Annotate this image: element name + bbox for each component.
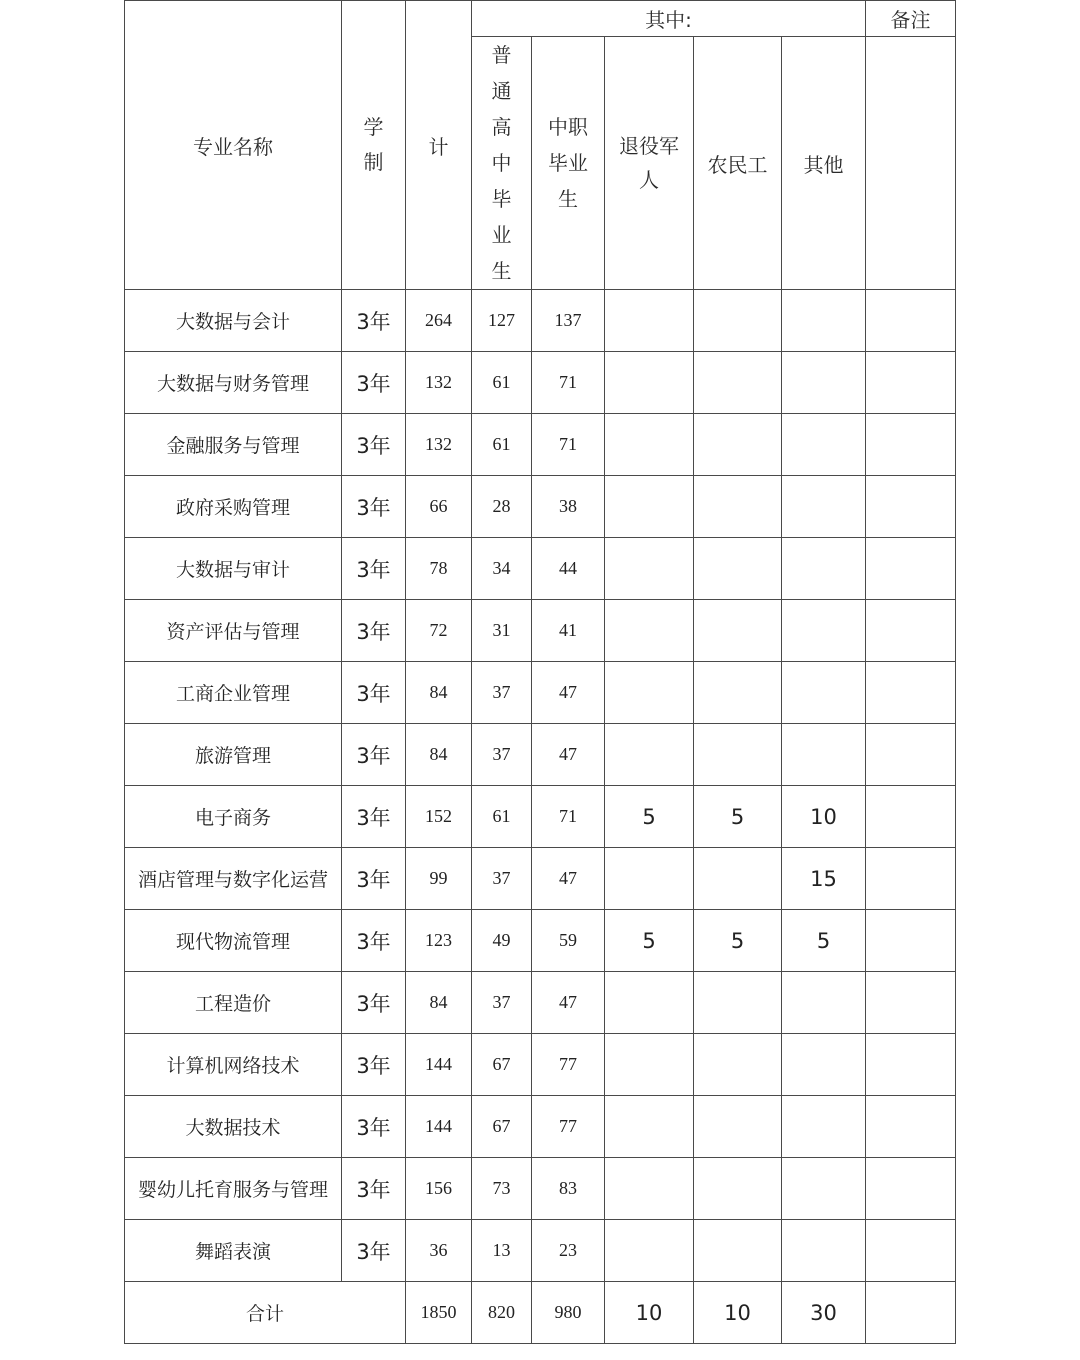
- vocational-cell: 77: [532, 1034, 605, 1096]
- total-cell: 264: [406, 290, 472, 352]
- total-cell: 84: [406, 972, 472, 1034]
- vocational-cell: 71: [532, 414, 605, 476]
- header-remarks-blank: [866, 37, 956, 290]
- high-school-cell: 61: [472, 414, 532, 476]
- grand-total-cell: 1850: [406, 1282, 472, 1344]
- total-cell: 66: [406, 476, 472, 538]
- total-migrant-workers-cell: 10: [694, 1282, 782, 1344]
- table-row: [125, 1034, 956, 1096]
- high-school-cell: 49: [472, 910, 532, 972]
- table-row: [125, 910, 956, 972]
- duration-cell: 3年: [342, 1158, 406, 1220]
- vocational-cell: 23: [532, 1220, 605, 1282]
- remarks-cell: [866, 662, 956, 724]
- vocational-cell: 38: [532, 476, 605, 538]
- others-cell: 5: [782, 910, 866, 972]
- table-row: [125, 662, 956, 724]
- duration-cell: 3年: [342, 600, 406, 662]
- remarks-cell: [866, 476, 956, 538]
- veterans-cell: [605, 972, 694, 1034]
- others-cell: [782, 662, 866, 724]
- others-cell: [782, 1220, 866, 1282]
- migrant-workers-cell: [694, 414, 782, 476]
- duration-cell: 3年: [342, 972, 406, 1034]
- remarks-cell: [866, 1034, 956, 1096]
- veterans-cell: [605, 476, 694, 538]
- major-name-cell: 婴幼儿托育服务与管理: [125, 1158, 342, 1220]
- duration-cell: 3年: [342, 1034, 406, 1096]
- table-row: [125, 848, 956, 910]
- total-cell: 132: [406, 414, 472, 476]
- table-row: [125, 724, 956, 786]
- total-cell: 156: [406, 1158, 472, 1220]
- table-row: [125, 538, 956, 600]
- vocational-cell: 71: [532, 786, 605, 848]
- veterans-cell: [605, 724, 694, 786]
- high-school-cell: 67: [472, 1096, 532, 1158]
- high-school-cell: 37: [472, 662, 532, 724]
- veterans-cell: [605, 414, 694, 476]
- header-of-which: 其中:: [472, 1, 866, 37]
- total-high-school-cell: 820: [472, 1282, 532, 1344]
- enrollment-plan-table: [124, 0, 956, 1344]
- migrant-workers-cell: [694, 538, 782, 600]
- remarks-cell: [866, 724, 956, 786]
- header-high-school-graduates: 普通高中毕业生: [472, 37, 532, 290]
- header-major-name: 专业名称: [125, 1, 342, 290]
- total-row: [125, 1282, 956, 1344]
- high-school-cell: 37: [472, 724, 532, 786]
- others-cell: 10: [782, 786, 866, 848]
- major-name-cell: 现代物流管理: [125, 910, 342, 972]
- header-duration: 学制: [342, 1, 406, 290]
- vocational-cell: 47: [532, 662, 605, 724]
- duration-cell: 3年: [342, 290, 406, 352]
- migrant-workers-cell: [694, 476, 782, 538]
- major-name-cell: 大数据与会计: [125, 290, 342, 352]
- others-cell: [782, 724, 866, 786]
- total-vocational-cell: 980: [532, 1282, 605, 1344]
- others-cell: [782, 972, 866, 1034]
- remarks-cell: [866, 848, 956, 910]
- others-cell: [782, 414, 866, 476]
- total-cell: 123: [406, 910, 472, 972]
- high-school-cell: 127: [472, 290, 532, 352]
- remarks-cell: [866, 1220, 956, 1282]
- migrant-workers-cell: [694, 290, 782, 352]
- veterans-cell: [605, 600, 694, 662]
- others-cell: [782, 1158, 866, 1220]
- veterans-cell: [605, 848, 694, 910]
- duration-cell: 3年: [342, 352, 406, 414]
- duration-cell: 3年: [342, 538, 406, 600]
- major-name-cell: 酒店管理与数字化运营: [125, 848, 342, 910]
- veterans-cell: [605, 1158, 694, 1220]
- veterans-cell: 5: [605, 786, 694, 848]
- vocational-cell: 71: [532, 352, 605, 414]
- header-others: 其他: [782, 37, 866, 290]
- major-name-cell: 舞蹈表演: [125, 1220, 342, 1282]
- total-cell: 84: [406, 662, 472, 724]
- total-others-cell: 30: [782, 1282, 866, 1344]
- vocational-cell: 47: [532, 972, 605, 1034]
- migrant-workers-cell: [694, 848, 782, 910]
- remarks-cell: [866, 910, 956, 972]
- high-school-cell: 37: [472, 972, 532, 1034]
- remarks-cell: [866, 290, 956, 352]
- migrant-workers-cell: [694, 662, 782, 724]
- remarks-cell: [866, 972, 956, 1034]
- migrant-workers-cell: [694, 1220, 782, 1282]
- migrant-workers-cell: [694, 724, 782, 786]
- migrant-workers-cell: [694, 1034, 782, 1096]
- total-remarks-cell: [866, 1282, 956, 1344]
- header-veterans: 退役军人: [605, 37, 694, 290]
- veterans-cell: [605, 662, 694, 724]
- table-row: [125, 786, 956, 848]
- table-row: [125, 600, 956, 662]
- high-school-cell: 37: [472, 848, 532, 910]
- duration-cell: 3年: [342, 786, 406, 848]
- veterans-cell: 5: [605, 910, 694, 972]
- total-cell: 72: [406, 600, 472, 662]
- high-school-cell: 13: [472, 1220, 532, 1282]
- total-cell: 36: [406, 1220, 472, 1282]
- veterans-cell: [605, 1096, 694, 1158]
- veterans-cell: [605, 538, 694, 600]
- duration-cell: 3年: [342, 1220, 406, 1282]
- high-school-cell: 61: [472, 352, 532, 414]
- total-cell: 84: [406, 724, 472, 786]
- remarks-cell: [866, 1096, 956, 1158]
- major-name-cell: 大数据与财务管理: [125, 352, 342, 414]
- table-row: [125, 352, 956, 414]
- others-cell: [782, 476, 866, 538]
- others-cell: [782, 538, 866, 600]
- duration-cell: 3年: [342, 662, 406, 724]
- vocational-cell: 47: [532, 724, 605, 786]
- major-name-cell: 大数据技术: [125, 1096, 342, 1158]
- table-row: [125, 1096, 956, 1158]
- header-vocational-graduates: 中职毕业生: [532, 37, 605, 290]
- high-school-cell: 73: [472, 1158, 532, 1220]
- others-cell: [782, 1096, 866, 1158]
- vocational-cell: 77: [532, 1096, 605, 1158]
- migrant-workers-cell: [694, 1158, 782, 1220]
- remarks-cell: [866, 600, 956, 662]
- table-row: [125, 290, 956, 352]
- total-cell: 99: [406, 848, 472, 910]
- high-school-cell: 61: [472, 786, 532, 848]
- vocational-cell: 47: [532, 848, 605, 910]
- major-name-cell: 计算机网络技术: [125, 1034, 342, 1096]
- total-cell: 144: [406, 1034, 472, 1096]
- high-school-cell: 67: [472, 1034, 532, 1096]
- duration-cell: 3年: [342, 1096, 406, 1158]
- others-cell: [782, 352, 866, 414]
- duration-cell: 3年: [342, 724, 406, 786]
- others-cell: [782, 290, 866, 352]
- vocational-cell: 137: [532, 290, 605, 352]
- major-name-cell: 金融服务与管理: [125, 414, 342, 476]
- total-cell: 78: [406, 538, 472, 600]
- header-row-top: [125, 1, 956, 37]
- others-cell: 15: [782, 848, 866, 910]
- remarks-cell: [866, 414, 956, 476]
- migrant-workers-cell: [694, 1096, 782, 1158]
- duration-cell: 3年: [342, 910, 406, 972]
- veterans-cell: [605, 1034, 694, 1096]
- migrant-workers-cell: [694, 972, 782, 1034]
- major-name-cell: 工程造价: [125, 972, 342, 1034]
- remarks-cell: [866, 1158, 956, 1220]
- veterans-cell: [605, 1220, 694, 1282]
- major-name-cell: 旅游管理: [125, 724, 342, 786]
- major-name-cell: 政府采购管理: [125, 476, 342, 538]
- major-name-cell: 电子商务: [125, 786, 342, 848]
- table-row: [125, 476, 956, 538]
- vocational-cell: 44: [532, 538, 605, 600]
- table-row: [125, 972, 956, 1034]
- duration-cell: 3年: [342, 848, 406, 910]
- table-row: [125, 1220, 956, 1282]
- total-label: 合计: [125, 1282, 406, 1344]
- vocational-cell: 59: [532, 910, 605, 972]
- veterans-cell: [605, 352, 694, 414]
- high-school-cell: 31: [472, 600, 532, 662]
- header-migrant-workers: 农民工: [694, 37, 782, 290]
- major-name-cell: 大数据与审计: [125, 538, 342, 600]
- migrant-workers-cell: 5: [694, 786, 782, 848]
- total-cell: 132: [406, 352, 472, 414]
- duration-cell: 3年: [342, 476, 406, 538]
- migrant-workers-cell: 5: [694, 910, 782, 972]
- table-row: [125, 1158, 956, 1220]
- migrant-workers-cell: [694, 600, 782, 662]
- major-name-cell: 工商企业管理: [125, 662, 342, 724]
- others-cell: [782, 1034, 866, 1096]
- header-total: 计: [406, 1, 472, 290]
- total-veterans-cell: 10: [605, 1282, 694, 1344]
- others-cell: [782, 600, 866, 662]
- veterans-cell: [605, 290, 694, 352]
- total-cell: 152: [406, 786, 472, 848]
- high-school-cell: 34: [472, 538, 532, 600]
- high-school-cell: 28: [472, 476, 532, 538]
- migrant-workers-cell: [694, 352, 782, 414]
- major-name-cell: 资产评估与管理: [125, 600, 342, 662]
- duration-cell: 3年: [342, 414, 406, 476]
- table-row: [125, 414, 956, 476]
- remarks-cell: [866, 352, 956, 414]
- total-cell: 144: [406, 1096, 472, 1158]
- remarks-cell: [866, 786, 956, 848]
- vocational-cell: 83: [532, 1158, 605, 1220]
- header-remarks: 备注: [866, 1, 956, 37]
- remarks-cell: [866, 538, 956, 600]
- vocational-cell: 41: [532, 600, 605, 662]
